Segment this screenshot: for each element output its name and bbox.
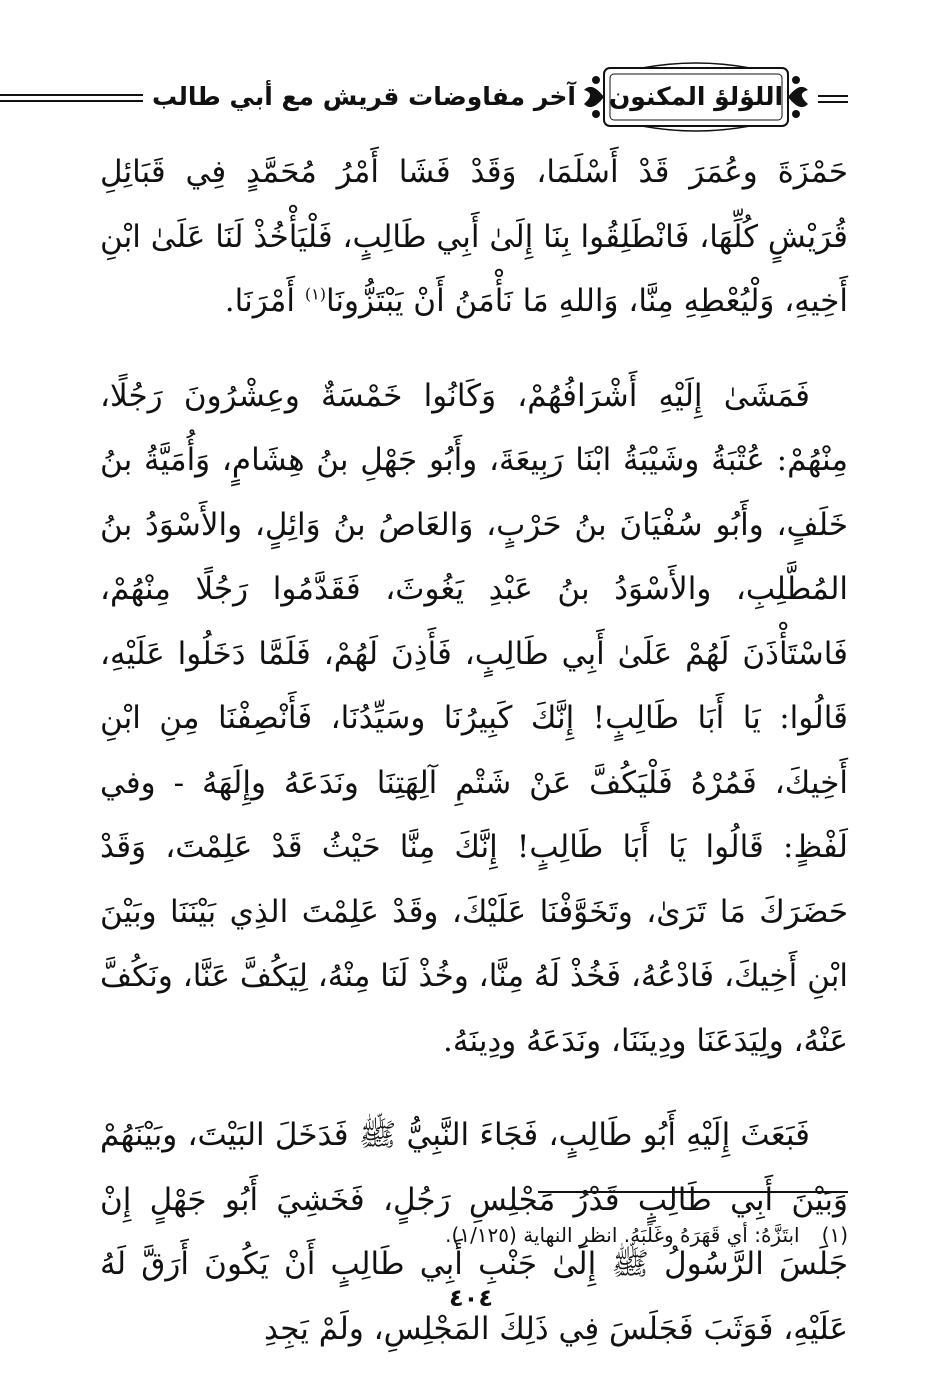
footnote-text: ابتَزَّهُ: أي قَهَرَهُ وغَلَبَهُ. انظر النهاية (١/١٢٥). [445,1223,800,1247]
header-ornament-rule-middle [0,94,143,102]
paragraph: فَبَعَثَ إِلَيْهِ أَبُو طَالِبٍ، فَجَاءَ النَّبِيُّ ﷺ فَدَخَلَ البَيْتَ، وبَيْنَهُمْ وَبَيْنَ أَبِي طَالِبٍ قَدْرُ مَجْلِسِ رَجُلٍ، فَخَشِيَ أَبُو جَهْلٍ إِنْ جَلَسَ الرَّسُولُ ﷺ إِلَىٰ جَنْبِ أَبِي طَالِبٍ أَنْ يَكُونَ أَرَقَّ لَهُ عَلَيْهِ، فَوَثَبَ فَجَلَسَ فِي ذَلِكَ المَجْلِسِ، ولَمْ يَجِدِ [100,1117,848,1347]
paragraph-text: أَمْرَنَا. [224,283,305,319]
paragraph [100,140,848,334]
footnote-number: (١) [821,1223,848,1247]
footnote-separator [538,1191,848,1193]
page-number: ٤٠٤ [449,1284,493,1312]
paragraph: فَمَشَىٰ إِلَيْهِ أَشْرَافُهُمْ، وَكَانُوا خَمْسَةٌ وعِشْرُونَ رَجُلًا، مِنْهُمْ: عُتْبَةُ وشَيْبَةُ ابْنَا رَبِيعَةَ، وأَبُو جَهْلِ بنُ هِشَامٍ، وَأُمَيَّةُ بنُ خَلَفٍ، وأَبُو سُفْيَانَ بنُ حَرْبٍ، وَالعَاصُ بنُ وَائِلٍ، والأَسْوَدُ بنُ المُطَّلِبِ، والأَسْوَدُ بنُ عَبْدِ يَغُوثَ، فَقَدَّمُوا رَجُلًا مِنْهُمْ، فَاسْتَأْذَنَ لَهُمْ عَلَىٰ أَبِي طَالِبٍ، فَأَذِنَ لَهُمْ، فَلَمَّا دَخَلُوا عَلَيْهِ، قَالُوا: يَا أَبَا طَالِبٍ! إِنَّكَ كَبِيرُنَا وسَيِّدُنَا، فَأَنْصِفْنَا مِنِ ابْنِ أَخِيكَ، فَمُرْهُ فَلْيَكُفَّ عَنْ شَتْمِ آلِهَتِنَا ونَدَعَهُ وإِلَهَهُ - وفي لَفْظٍ: قَالُوا يَا أَبَا طَالِبٍ! إِنَّكَ مِنَّا حَيْثُ قَدْ عَلِمْتَ، وَقَدْ حَضَرَكَ مَا تَرَىٰ، وتَخَوَّفْنَا عَلَيْكَ، وقَدْ عَلِمْتَ الذِي بَيْنَنَا وبَيْنَ ابْنِ أَخِيكَ، فَادْعُهُ، فَخُذْ لَهُ مِنَّا، وخُذْ لَنَا مِنْهُ، لِيَكُفَّ عَنَّا، ونَكُفَّ عَنْهُ، ولِيَدَعَنَا ودِينَنَا، ونَدَعَهُ ودِينَهُ. [100,377,848,1059]
main-text [100,140,848,1361]
footnote-reference: (١) [304,284,326,304]
paragraph-text: حَمْزَةَ وعُمَرَ قَدْ أَسْلَمَا، وَقَدْ فَشَا أَمْرُ مُحَمَّدٍ فِي قَبَائِلِ قُرَيْشٍ كُلِّهَا، فَانْطَلِقُوا بِنَا إِلَىٰ أَبِي طَالِبٍ، فَلْيَأْخُذْ لَنَا عَلَىٰ ابْنِ أَخِيهِ، وَلْيُعْطِهِ مِنَّا، وَاللهِ مَا نَأْمَنُ أَنْ يَبْتَزُّونَا [100,154,848,319]
book-title: اللؤلؤ المكنون [608,82,784,111]
running-header [96,62,848,134]
book-title-cartouche [582,62,810,132]
section-title-row [96,80,576,114]
section-title: آخر مفاوضات قريش مع أبي طالب [152,82,576,111]
footnote [108,1218,848,1252]
header-ornament-rule-right [818,95,848,97]
